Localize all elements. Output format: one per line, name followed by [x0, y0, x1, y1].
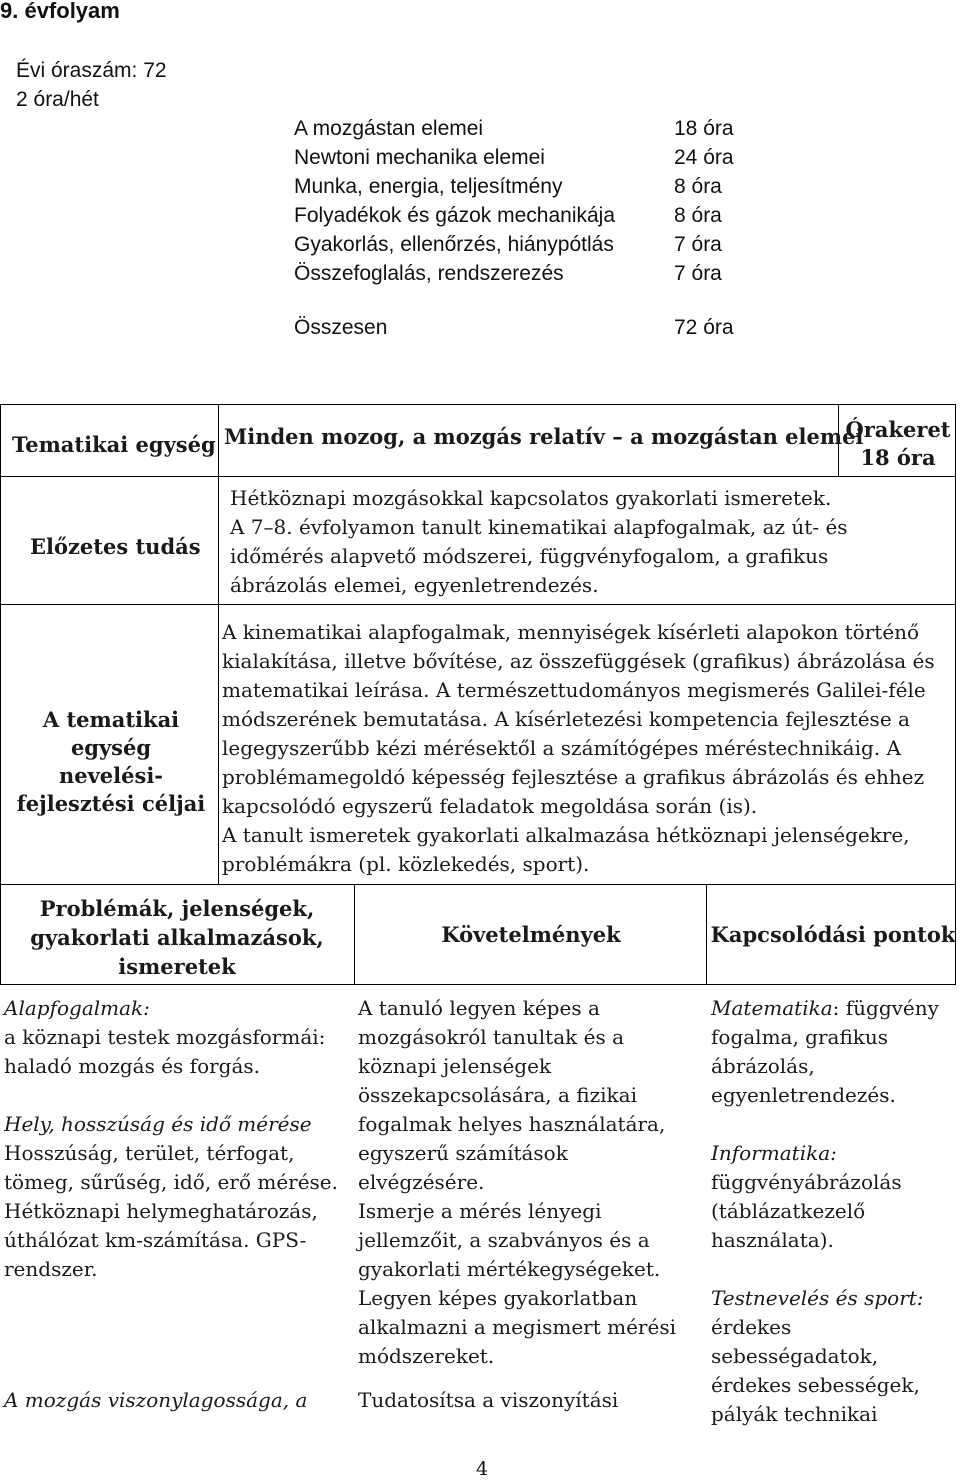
text-line: használata). [711, 1228, 834, 1252]
requirements-column-header: Követelmények [441, 922, 621, 947]
table-border-left [0, 884, 1, 984]
topic-title: Folyadékok és gázok mechanikája [294, 204, 616, 227]
problems-column-header [4, 894, 350, 981]
topic-row [294, 230, 734, 259]
text-line: elvégzésére. [358, 1170, 485, 1194]
text-line: nevelési- [58, 763, 164, 788]
text-line: Ismerje a mérés lényegi [358, 1199, 602, 1223]
table-col-divider [354, 884, 355, 984]
total-label: Összesen [294, 316, 388, 339]
hours-frame [842, 416, 954, 472]
topic-hours: 24 óra [674, 146, 734, 169]
text-line: Problémák, jelenségek, [39, 896, 315, 921]
topic-title: A mozgástan elemei [294, 117, 484, 140]
relativity-heading: A mozgás viszonylagossága, a [4, 1388, 308, 1412]
text-line: köznapi jelenségek [358, 1054, 552, 1078]
annual-hours: Évi óraszám: 72 [16, 59, 167, 82]
topic-hours: 8 óra [674, 204, 722, 227]
text-line: problémákra (pl. közlekedés, sport). [222, 852, 590, 876]
table-col-divider [218, 604, 219, 884]
text-line: mozgásokról tanultak és a [358, 1025, 624, 1049]
text-line: legegyszerűbb kézi mérésektől a számítógépes méréstechnikáig. A [222, 736, 901, 760]
topic-row [294, 259, 734, 288]
topic-title: Gyakorlás, ellenőrzés, hiánypótlás [294, 233, 614, 256]
total-row [294, 316, 734, 340]
prior-knowledge-text [230, 484, 848, 600]
table-border-left [0, 404, 1, 604]
topic-hours: 7 óra [674, 233, 722, 256]
hours-summary [16, 56, 167, 114]
grade-title: 9. évfolyam [0, 0, 120, 23]
text-line: A tanuló legyen képes a [358, 996, 600, 1020]
prior-knowledge-label: Előzetes tudás [30, 534, 201, 559]
text-line: (táblázatkezelő [711, 1199, 866, 1223]
text-line: összekapcsolására, a fizikai [358, 1083, 637, 1107]
text-line: fogalma, grafikus [711, 1025, 889, 1049]
table-col-divider [706, 884, 707, 984]
topic-row [294, 143, 734, 172]
text-line: módszerének bemutatása. A kísérletezési kompetencia fejlesztése a [222, 707, 910, 731]
text-line: ismeretek [118, 954, 236, 979]
spacer [711, 1110, 939, 1139]
text-line: Legyen képes gyakorlatban [358, 1286, 638, 1310]
text-line: fogalmak helyes használatára, [358, 1112, 666, 1136]
text-line: kialakítása, illetve bővítése, az összefüggések (grafikus) ábrázolása és [222, 649, 935, 673]
measurement-heading: Hely, hosszúság és idő mérése [4, 1112, 312, 1136]
unit-label: Tematikai egység [12, 432, 216, 457]
text-line: egyszerű számítások [358, 1141, 568, 1165]
requirements-column [358, 994, 676, 1371]
text-line: kapcsolódó egyszerű feladatok megoldása során (is). [222, 794, 758, 818]
text-line: a köznapi testek mozgásformái: [4, 1025, 326, 1049]
info-subject: Informatika: [711, 1141, 837, 1165]
text-line: időmérés alapvető módszerei, függvényfogalom, a grafikus [230, 544, 829, 568]
spacer [4, 1081, 338, 1110]
table-col-divider [218, 404, 219, 604]
weekly-hours: 2 óra/hét [16, 88, 99, 111]
table-row-divider [0, 984, 956, 985]
text-line: A tematikai egység [42, 707, 180, 760]
total-hours: 72 óra [674, 316, 734, 339]
text-line: függvényábrázolás [711, 1170, 902, 1194]
basic-concepts-heading: Alapfogalmak: [4, 996, 150, 1020]
text-line: Hosszúság, terület, térfogat, [4, 1141, 295, 1165]
topic-row [294, 172, 734, 201]
pe-subject: Testnevelés és sport: [711, 1286, 924, 1310]
text-line: A tanult ismeretek gyakorlati alkalmazása hétköznapi jelenségekre, [222, 823, 910, 847]
topic-hours-list [294, 114, 734, 288]
text-line: jellemzőit, a szabványos és a [358, 1228, 650, 1252]
text-line: fejlesztési céljai [16, 791, 206, 816]
hours-frame-value: 18 óra [860, 445, 936, 470]
math-subject: Matematika [711, 996, 833, 1020]
topic-hours: 7 óra [674, 262, 722, 285]
table-border-top [0, 404, 956, 405]
table-border-right [955, 404, 956, 604]
text-line: gyakorlati mértékegységeket. [358, 1257, 661, 1281]
topic-hours: 8 óra [674, 175, 722, 198]
text-line: módszereket. [358, 1344, 495, 1368]
spacer [711, 1255, 939, 1284]
table-row-divider [0, 604, 956, 605]
text-line: ábrázolás, [711, 1054, 815, 1078]
text-line: Hétköznapi mozgásokkal kapcsolatos gyakorlati ismeretek. [230, 486, 832, 510]
text-line: tömeg, sűrűség, idő, erő mérése. [4, 1170, 339, 1194]
goals-label [4, 706, 218, 818]
text-line: haladó mozgás és forgás. [4, 1054, 261, 1078]
page-number: 4 [476, 1458, 489, 1480]
goals-text [222, 618, 935, 879]
text-line: pályák technikai [711, 1402, 878, 1426]
text-line: Hétköznapi helymeghatározás, [4, 1199, 318, 1223]
connections-column-header: Kapcsolódási pontok [710, 922, 956, 947]
text-line: gyakorlati alkalmazások, [30, 925, 324, 950]
connections-column [711, 994, 939, 1429]
unit-title: Minden mozog, a mozgás relatív – a mozgástan elemei [224, 424, 864, 449]
text-line: érdekes sebességek, [711, 1373, 920, 1397]
topic-row [294, 201, 734, 230]
text-line: érdekes [711, 1315, 792, 1339]
text-line: ábrázolás elemei, egyenletrendezés. [230, 573, 599, 597]
text-line: A kinematikai alapfogalmak, mennyiségek kísérleti alapokon történő [222, 620, 920, 644]
hours-frame-label: Órakeret [845, 417, 951, 442]
problems-column [4, 994, 338, 1284]
text-line: egyenletrendezés. [711, 1083, 896, 1107]
math-rest: : függvény [832, 996, 939, 1020]
text-line: rendszer. [4, 1257, 98, 1281]
topic-row [294, 114, 734, 143]
text-line: sebességadatok, [711, 1344, 879, 1368]
topic-title: Newtoni mechanika elemei [294, 146, 545, 169]
text-line: A 7–8. évfolyamon tanult kinematikai alapfogalmak, az út- és [230, 515, 848, 539]
requirements-continuation: Tudatosítsa a viszonyítási [358, 1388, 619, 1412]
topic-title: Összefoglalás, rendszerezés [294, 262, 564, 285]
table-border-right [955, 604, 956, 884]
table-border-left [0, 604, 1, 884]
math-connection [711, 994, 939, 1023]
topic-hours: 18 óra [674, 117, 734, 140]
table-row-divider [0, 476, 956, 477]
table-row-divider [0, 884, 956, 885]
topic-title: Munka, energia, teljesítmény [294, 175, 563, 198]
text-line: problémamegoldó képesség fejlesztése a grafikus ábrázolás és ehhez [222, 765, 925, 789]
text-line: matematikai leírása. A természettudományos megismerés Galilei-féle [222, 678, 926, 702]
text-line: alkalmazni a megismert mérési [358, 1315, 676, 1339]
text-line: úthálózat km-számítása. GPS- [4, 1228, 307, 1252]
